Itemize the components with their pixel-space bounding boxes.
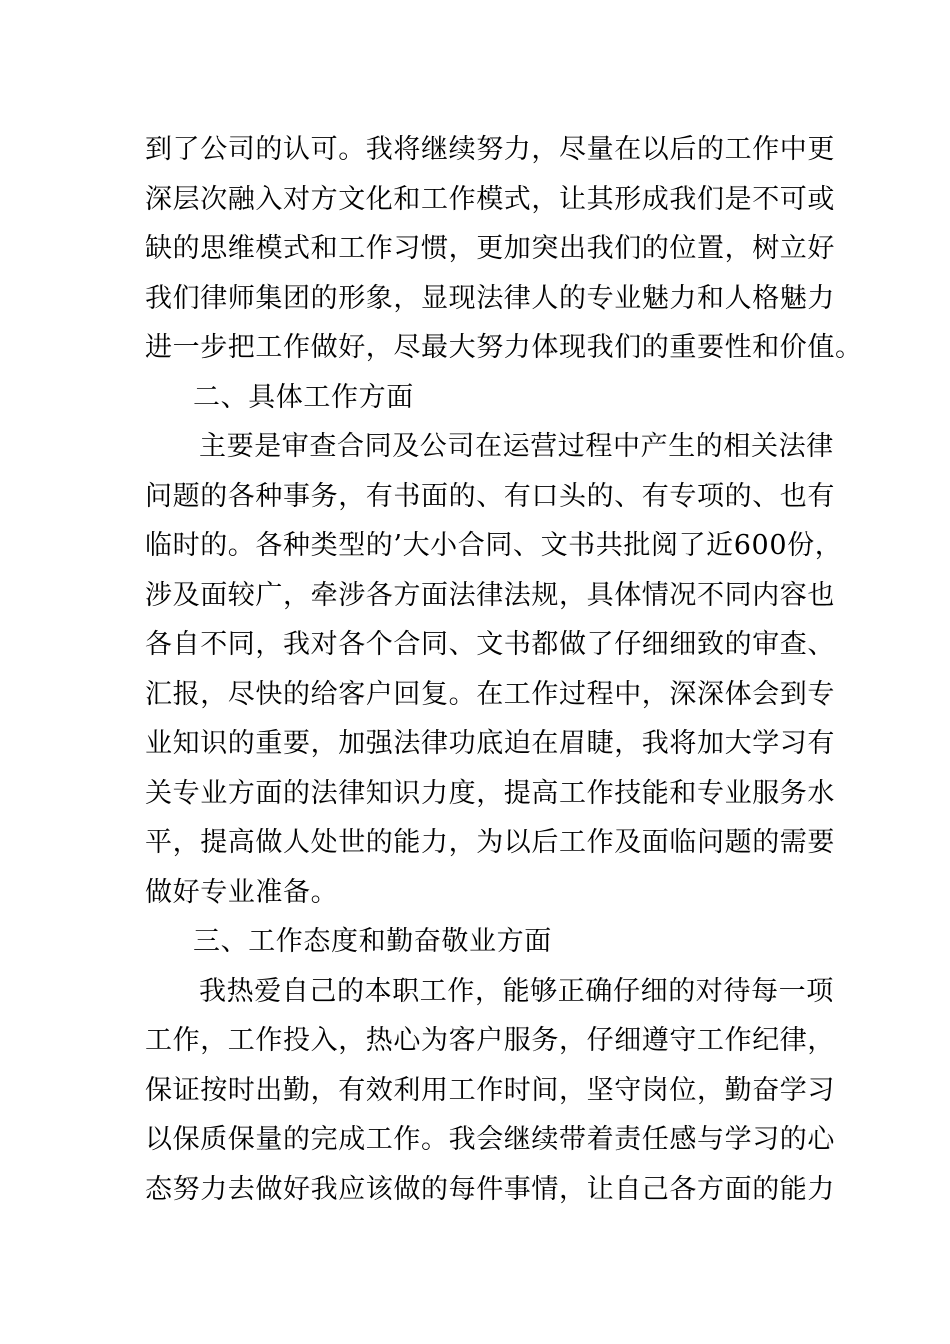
document-body	[145, 125, 863, 1214]
paragraph-line: 工作，工作投入，热心为客户服务，仔细遵守工作纪律，	[145, 1025, 835, 1056]
paragraph-line: 各自不同，我对各个合同、文书都做了仔细细致的审查、	[145, 629, 835, 660]
section-heading: 二、具体工作方面	[193, 381, 414, 413]
paragraph-line: 深层次融入对方文化和工作模式，让其形成我们是不可或	[145, 183, 835, 215]
paragraph-line: 业知识的重要，加强法律功底迫在眉睫，我将加大学习有	[145, 728, 835, 759]
section-heading: 三、工作态度和勤奋敬业方面	[193, 926, 552, 957]
paragraph-line: 以保质保量的完成工作。我会继续带着责任感与学习的心	[145, 1124, 835, 1155]
paragraph-line: 主要是审查合同及公司在运营过程中产生的相关法律	[199, 431, 834, 462]
paragraph-line: 我们律师集团的形象，显现法律人的专业魅力和人格魅力	[145, 282, 835, 314]
paragraph-line: 缺的思维模式和工作习惯，更加突出我们的位置，树立好	[145, 233, 835, 264]
paragraph-line: 问题的各种事务，有书面的、有口头的、有专项的、也有	[145, 480, 835, 512]
paragraph-line: 平，提高做人处世的能力，为以后工作及面临问题的需要	[145, 827, 835, 858]
paragraph-line: 进一步把工作做好，尽最大努力体现我们的重要性和价值。	[145, 332, 863, 363]
paragraph-line: 涉及面较广，牵涉各方面法律法规，具体情况不同内容也	[145, 579, 835, 611]
paragraph-line: 汇报，尽快的给客户回复。在工作过程中，深深体会到专	[145, 678, 835, 710]
paragraph-line: 我热爱自己的本职工作，能够正确仔细的对待每一项	[199, 975, 834, 1007]
paragraph-line: 到了公司的认可。我将继续努力，尽量在以后的工作中更	[145, 134, 835, 165]
paragraph-line: 保证按时出勤，有效利用工作时间，坚守岗位，勤奋学习	[145, 1074, 835, 1106]
paragraph-line: 临时的。各种类型的’大小合同、文书共批阅了近600份，	[145, 530, 843, 561]
paragraph-line: 关专业方面的法律知识力度，提高工作技能和专业服务水	[145, 777, 835, 809]
paragraph-line: 态努力去做好我应该做的每件事情，让自己各方面的能力	[145, 1173, 835, 1205]
paragraph-line: 做好专业准备。	[145, 876, 339, 908]
